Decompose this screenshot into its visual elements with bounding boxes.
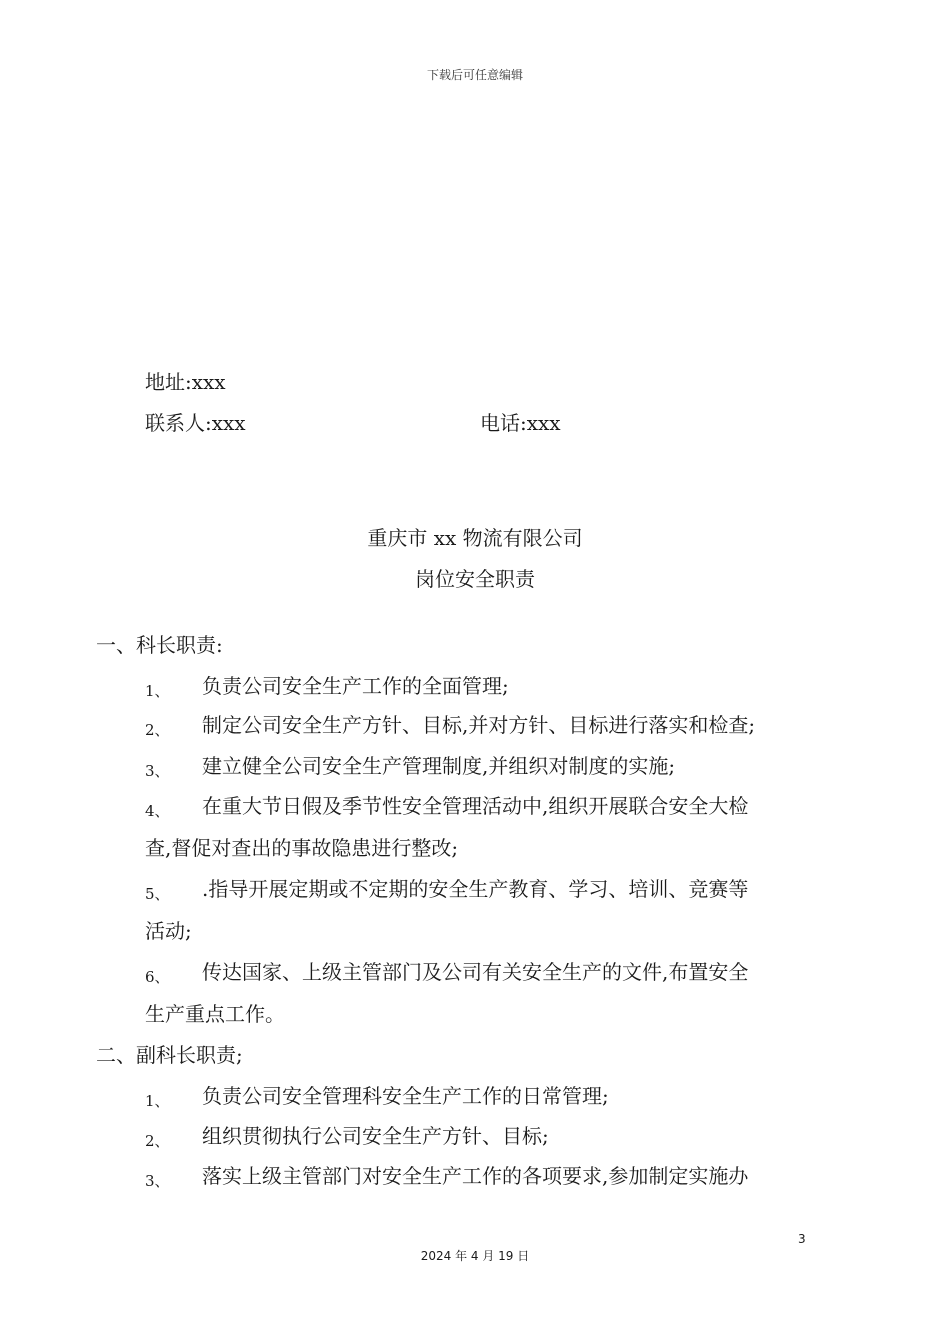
item-number: 5、 xyxy=(145,885,170,903)
list-item-continuation: 生产重点工作。 xyxy=(145,1002,285,1026)
page-number: 3 xyxy=(798,1232,806,1246)
list-item-continuation: 查,督促对查出的事故隐患进行整改; xyxy=(145,836,459,860)
list-item: 在重大节日假及季节性安全管理活动中,组织开展联合安全大检 xyxy=(202,794,749,818)
header-note: 下载后可任意编辑 xyxy=(426,68,523,82)
address-line: 地址:xxx xyxy=(145,370,226,394)
footer-date: 2024 年 4 月 19 日 xyxy=(420,1249,530,1263)
item-number: 4、 xyxy=(145,802,170,820)
list-item: 传达国家、上级主管部门及公司有关安全生产的文件,布置安全 xyxy=(202,960,749,984)
item-number: 2、 xyxy=(145,721,170,739)
section-heading-chief: 一、科长职责: xyxy=(96,633,223,657)
item-number: 2、 xyxy=(145,1132,170,1150)
company-name: 重庆市 xx 物流有限公司 xyxy=(367,526,583,550)
phone-line: 电话:xxx xyxy=(480,411,561,435)
document-title: 岗位安全职责 xyxy=(415,567,535,591)
list-item: 组织贯彻执行公司安全生产方针、目标; xyxy=(202,1124,549,1148)
item-number: 1、 xyxy=(145,1092,170,1110)
list-item: 负责公司安全管理科安全生产工作的日常管理; xyxy=(202,1084,609,1108)
item-number: 3、 xyxy=(145,762,170,780)
item-number: 1、 xyxy=(145,682,170,700)
contact-person-line: 联系人:xxx xyxy=(145,411,246,435)
list-item: 负责公司安全生产工作的全面管理; xyxy=(202,674,509,698)
item-number: 6、 xyxy=(145,968,170,986)
list-item: 建立健全公司安全生产管理制度,并组织对制度的实施; xyxy=(202,754,676,778)
item-number: 3、 xyxy=(145,1172,170,1190)
list-item: 落实上级主管部门对安全生产工作的各项要求,参加制定实施办 xyxy=(202,1164,749,1188)
list-item: 制定公司安全生产方针、目标,并对方针、目标进行落实和检查; xyxy=(202,713,756,737)
section-heading-deputy-chief: 二、副科长职责; xyxy=(96,1043,243,1067)
list-item-continuation: 活动; xyxy=(145,919,192,943)
list-item: .指导开展定期或不定期的安全生产教育、学习、培训、竞赛等 xyxy=(202,877,749,901)
